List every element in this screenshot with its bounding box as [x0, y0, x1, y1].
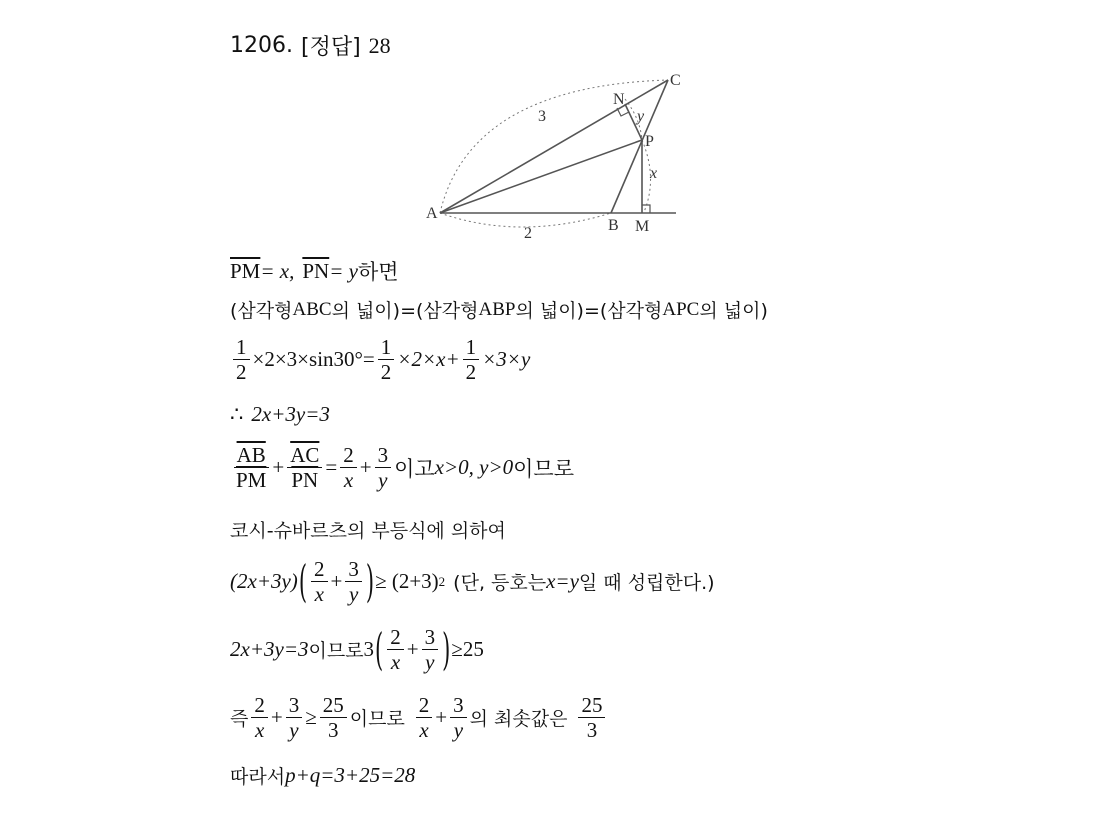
label-len-x: x — [650, 165, 658, 182]
equals-sign: = — [325, 455, 338, 480]
label-len-ab: 2 — [524, 225, 532, 242]
triangle-diagram — [410, 66, 690, 246]
right-angle-m — [642, 205, 650, 213]
fraction: $\frac{2}{x}$ — [340, 444, 357, 491]
plus-sign: + — [272, 455, 285, 480]
sub-coefficient: 3 — [363, 637, 375, 662]
label-b: B — [608, 217, 619, 234]
fraction: $\frac{3}{y}$ — [375, 444, 392, 491]
area-text-4: 의 넓이) — [699, 300, 768, 322]
cauchy-inequality: (2x+3y) ( $\frac{2}{x}$ + $\frac{3}{y}$ ) ≥ (2+3) 2 (단, 등호는 x=y 일 때 성립한다.) — [230, 556, 715, 607]
answer-value: 28 — [368, 32, 391, 58]
therefore-symbol: ∴ — [230, 402, 244, 426]
therefore-expression: 2x+3y=3 — [251, 402, 330, 426]
sub-connector: 이므로 — [308, 640, 364, 663]
label-c: C — [670, 72, 681, 89]
triangle-apc: APC — [662, 298, 700, 320]
fraction: $\frac{1}{2}$ — [463, 336, 480, 383]
fraction: $\frac{2}{x}$ — [251, 694, 268, 741]
ineq-exponent: 2 — [438, 573, 446, 589]
result-prefix: 즉 — [230, 708, 249, 731]
problem-number: 1206. — [230, 33, 293, 58]
result-connector: 이므로 — [349, 708, 405, 731]
substitution-line: 2x+3y=3 이므로 3 ( $\frac{2}{x}$ + $\frac{3}{y}$ ) ≥25 — [230, 624, 484, 675]
label-len-ac: 3 — [538, 108, 546, 125]
fraction: $\frac{\overline{AB}}{PM}$ — [233, 444, 269, 491]
fraction: $\frac{3}{y}$ — [286, 694, 303, 741]
line-ap — [440, 140, 642, 213]
def-eq-x: = x, — [260, 258, 295, 283]
ineq-rhs: ≥ (2+3) — [375, 569, 439, 594]
label-n: N — [613, 91, 625, 108]
area-text-2: 의 넓이)=(삼각형 — [331, 300, 479, 322]
triangle-abc: ABC — [292, 298, 332, 320]
fraction: $\frac{\overline{AC}}{PN}$ — [287, 444, 322, 491]
label-m: M — [635, 218, 650, 235]
eq-area-part-a: ×2×3×sin30°= — [252, 347, 375, 372]
result-line — [230, 694, 608, 741]
result-min-text: 의 최솟값은 — [469, 708, 568, 731]
fraction: $\frac{2}{x}$ — [387, 626, 404, 673]
final-prefix: 따라서 — [230, 766, 286, 788]
fraction: $\frac{2}{x}$ — [416, 694, 433, 741]
area-equation — [230, 336, 530, 383]
area-text-3: 의 넓이)=(삼각형 — [515, 300, 663, 322]
cauchy-line — [230, 516, 506, 543]
fraction: $\frac{3}{y}$ — [450, 694, 467, 741]
sub-constraint: 2x+3y=3 — [230, 637, 309, 662]
eq-area-part-c: ×3×y — [482, 347, 531, 372]
fraction: $\frac{2}{x}$ — [311, 558, 328, 605]
fraction: $\frac{1}{2}$ — [378, 336, 395, 383]
area-relation-line — [230, 296, 768, 323]
equality-note-2: 일 때 성립한다.) — [578, 572, 715, 595]
def-suffix: 하면 — [357, 260, 399, 284]
fraction: $\frac{3}{y}$ — [345, 558, 362, 605]
final-expression: p+q=3+25=28 — [285, 763, 416, 787]
plus-sign: + — [270, 705, 283, 730]
def-eq-y: = y — [329, 258, 358, 283]
ratio-suffix-2: 이므로 — [513, 456, 574, 481]
plus-sign: + — [330, 569, 343, 594]
therefore-line — [230, 402, 330, 427]
fraction: $\frac{25}{3}$ — [320, 694, 347, 741]
plus-sign: + — [435, 705, 448, 730]
definition-line — [230, 256, 399, 286]
plus-sign: + — [406, 637, 419, 662]
label-a: A — [426, 205, 438, 222]
label-len-y: y — [637, 108, 645, 125]
ge-sign: ≥ — [305, 705, 317, 730]
equality-condition: x=y — [546, 569, 579, 594]
area-text-1: (삼각형 — [230, 300, 293, 322]
problem-header — [230, 30, 391, 61]
ratio-suffix-1: 이고 — [394, 456, 435, 481]
eq-area-part-b: ×2×x+ — [397, 347, 460, 372]
triangle-abp: ABP — [478, 298, 516, 320]
label-p: P — [645, 133, 654, 150]
equality-note-1: (단, 등호는 — [453, 572, 547, 595]
segment-pm: $\overline{PM}$ — [230, 258, 261, 283]
fraction: $\frac{1}{2}$ — [233, 336, 250, 383]
ineq-lhs: (2x+3y) — [230, 569, 298, 594]
answer-tag: [정답] — [300, 35, 361, 60]
plus-sign: + — [359, 455, 372, 480]
positivity-condition: x>0, y>0 — [434, 455, 514, 480]
fraction: $\frac{3}{y}$ — [422, 626, 439, 673]
fraction: $\frac{25}{3}$ — [578, 694, 605, 741]
cauchy-text: 코시-슈바르츠의 부등식에 의하여 — [230, 520, 506, 542]
ratio-line — [230, 444, 574, 491]
sub-bound: ≥25 — [451, 637, 484, 662]
segment-pn: $\overline{PN}$ — [302, 258, 330, 283]
final-line — [230, 762, 415, 789]
